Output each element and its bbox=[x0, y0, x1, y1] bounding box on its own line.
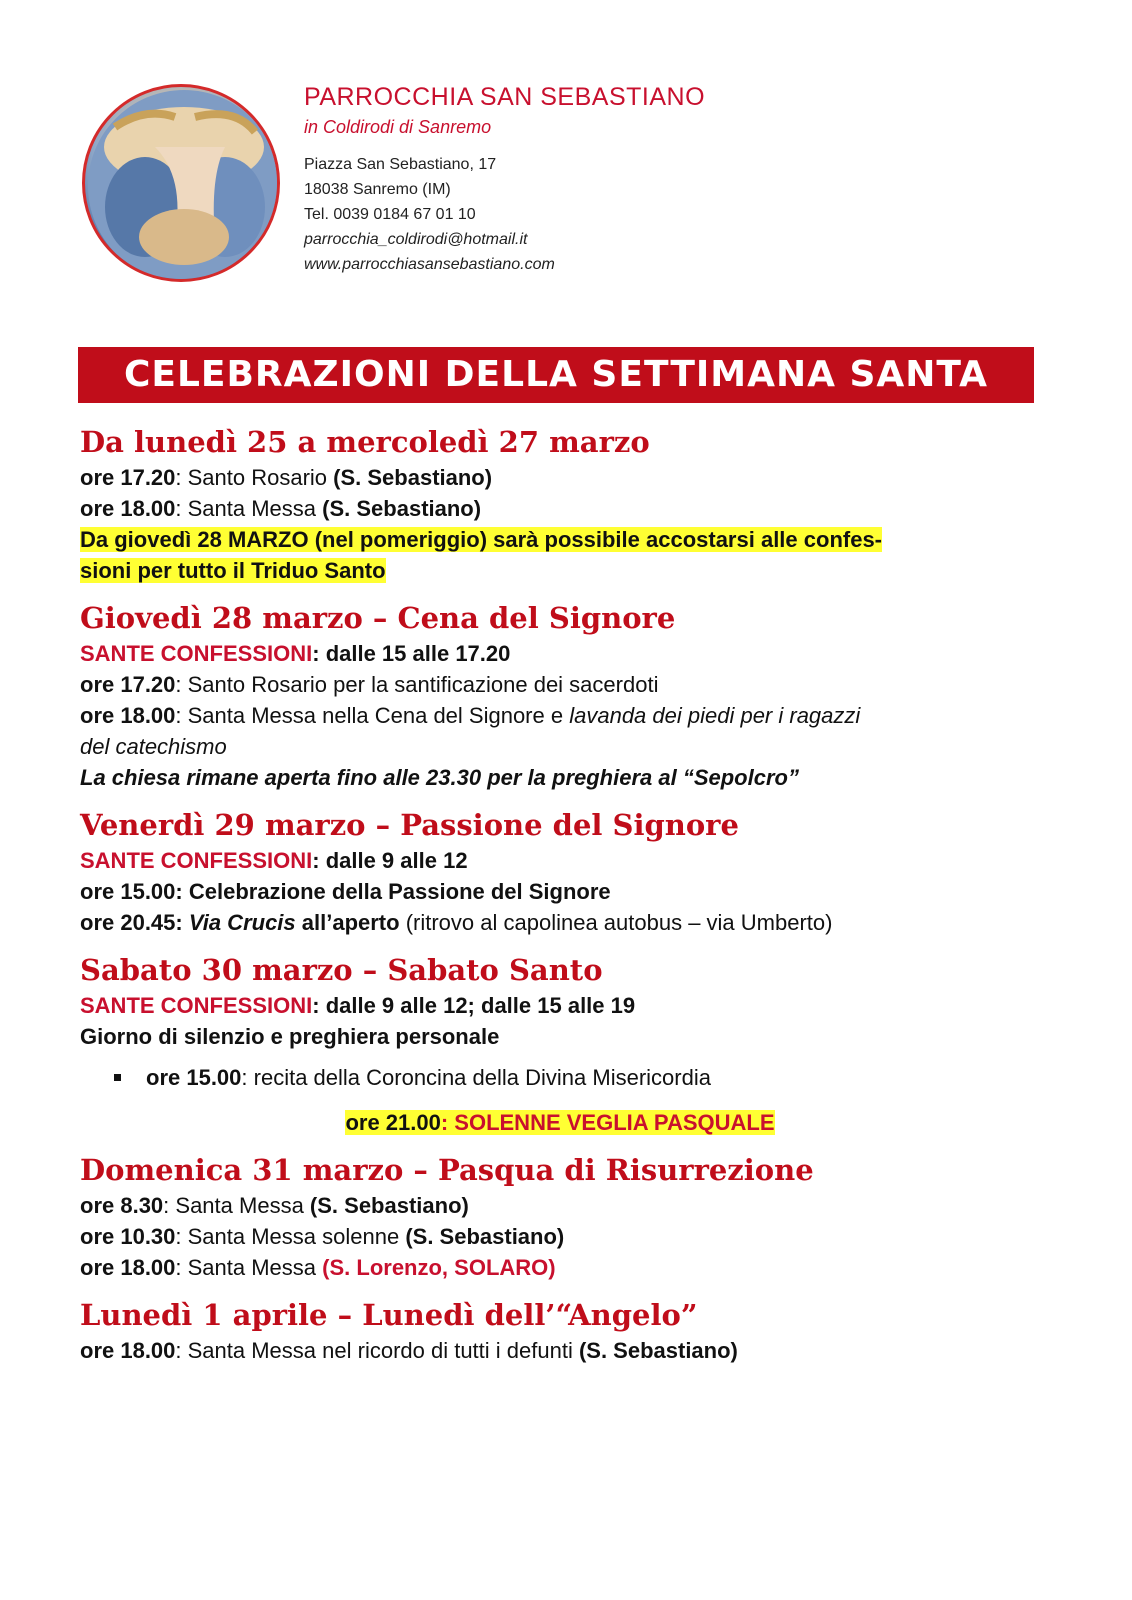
time: ore 17.20 bbox=[80, 672, 176, 697]
time: ore 20.45 bbox=[80, 910, 176, 935]
time: ore 10.30 bbox=[80, 1224, 176, 1249]
parish-logo bbox=[82, 84, 280, 282]
time: ore 18.00 bbox=[80, 1255, 176, 1280]
schedule-line: ore 20.45: Via Crucis all’aperto (ritrovo al capolinea autobus – via Umberto) bbox=[80, 910, 833, 935]
time: ore 17.20 bbox=[80, 465, 176, 490]
time: ore 18.00 bbox=[80, 703, 176, 728]
church-open-note: La chiesa rimane aperta fino alle 23.30 per la preghiera al “Sepolcro” bbox=[80, 765, 799, 790]
section-title: Domenica 31 marzo – Pasqua di Risurrezione bbox=[80, 1153, 814, 1187]
section-title: Venerdì 29 marzo – Passione del Signore bbox=[80, 808, 739, 842]
easter-vigil: ore 21.00: SOLENNE VEGLIA PASQUALE bbox=[345, 1110, 775, 1135]
schedule-line: ore 17.20: Santo Rosario per la santificazione dei sacerdoti bbox=[80, 672, 659, 697]
page-title: CELEBRAZIONI DELLA SETTIMANA SANTA bbox=[78, 347, 1034, 403]
schedule-line: ore 10.30: Santa Messa solenne (S. Sebastiano) bbox=[80, 1224, 565, 1249]
confession-label: SANTE CONFESSIONI bbox=[80, 641, 313, 666]
website-link[interactable]: www.parrocchiasansebastiano.com bbox=[304, 256, 555, 273]
location: (S. Lorenzo, SOLARO) bbox=[322, 1255, 556, 1280]
time: ore 18.00 bbox=[80, 1338, 176, 1363]
schedule-line: ore 18.00: Santa Messa nella Cena del Signore e lavanda dei piedi per i ragazzi del catechismo bbox=[80, 703, 861, 759]
section-title: Giovedì 28 marzo – Cena del Signore bbox=[80, 601, 676, 635]
bullet-item: ore 15.00: recita della Coroncina della Divina Misericordia bbox=[80, 1062, 1040, 1093]
time: ore 15.00 bbox=[146, 1065, 242, 1090]
confession-label: SANTE CONFESSIONI bbox=[80, 993, 313, 1018]
time: ore 21.00 bbox=[345, 1110, 441, 1135]
parish-header bbox=[82, 80, 982, 290]
schedule-line: ore 18.00: Santa Messa nel ricordo di tutti i defunti (S. Sebastiano) bbox=[80, 1338, 738, 1363]
description: : Santo Rosario bbox=[175, 465, 334, 490]
phone-number: Tel. 0039 0184 67 01 10 bbox=[304, 206, 476, 223]
location: (S. Sebastiano) bbox=[333, 465, 493, 490]
schedule-line: ore 8.30: Santa Messa (S. Sebastiano) bbox=[80, 1193, 469, 1218]
confession-line: SANTE CONFESSIONI: dalle 15 alle 17.20 bbox=[80, 641, 511, 666]
time: ore 18.00 bbox=[80, 496, 176, 521]
address-street: Piazza San Sebastiano, 17 bbox=[304, 156, 497, 173]
time: ore 15.00 bbox=[80, 879, 176, 904]
address-city: 18038 Sanremo (IM) bbox=[304, 181, 451, 198]
parish-location: in Coldirodi di Sanremo bbox=[304, 117, 492, 137]
location: (S. Sebastiano) bbox=[322, 496, 482, 521]
schedule-line bbox=[80, 462, 1040, 493]
confession-line: SANTE CONFESSIONI: dalle 9 alle 12; dalle 15 alle 19 bbox=[80, 993, 636, 1018]
location: (S. Sebastiano) bbox=[578, 1338, 738, 1363]
bullet-icon bbox=[114, 1074, 121, 1081]
location: (S. Sebastiano) bbox=[405, 1224, 565, 1249]
schedule-line bbox=[80, 493, 1040, 524]
parish-contact-block bbox=[304, 80, 705, 277]
schedule bbox=[80, 422, 1040, 1366]
section-title: Sabato 30 marzo – Sabato Santo bbox=[80, 953, 603, 987]
parish-name: PARROCCHIA SAN SEBASTIANO bbox=[304, 83, 706, 111]
confession-line: SANTE CONFESSIONI: dalle 9 alle 12 bbox=[80, 848, 468, 873]
fresco-image bbox=[85, 87, 280, 282]
section-title: Da lunedì 25 a mercoledì 27 marzo bbox=[80, 425, 650, 459]
section-title: Lunedì 1 aprile – Lunedì dell’“Angelo” bbox=[80, 1298, 698, 1332]
email-link[interactable]: parrocchia_coldirodi@hotmail.it bbox=[304, 231, 528, 248]
description: : Santa Messa bbox=[175, 496, 323, 521]
time: ore 8.30 bbox=[80, 1193, 164, 1218]
highlighted-note: Da giovedì 28 MARZO (nel pomeriggio) sarà possibile accostarsi alle confes- sioni per tutto il Triduo Santo bbox=[80, 527, 883, 583]
silence-note: Giorno di silenzio e preghiera personale bbox=[80, 1024, 500, 1049]
schedule-line: ore 18.00: Santa Messa (S. Lorenzo, SOLARO) bbox=[80, 1255, 556, 1280]
location: (S. Sebastiano) bbox=[309, 1193, 469, 1218]
schedule-line: ore 15.00: Celebrazione della Passione del Signore bbox=[80, 879, 611, 904]
confession-label: SANTE CONFESSIONI bbox=[80, 848, 313, 873]
